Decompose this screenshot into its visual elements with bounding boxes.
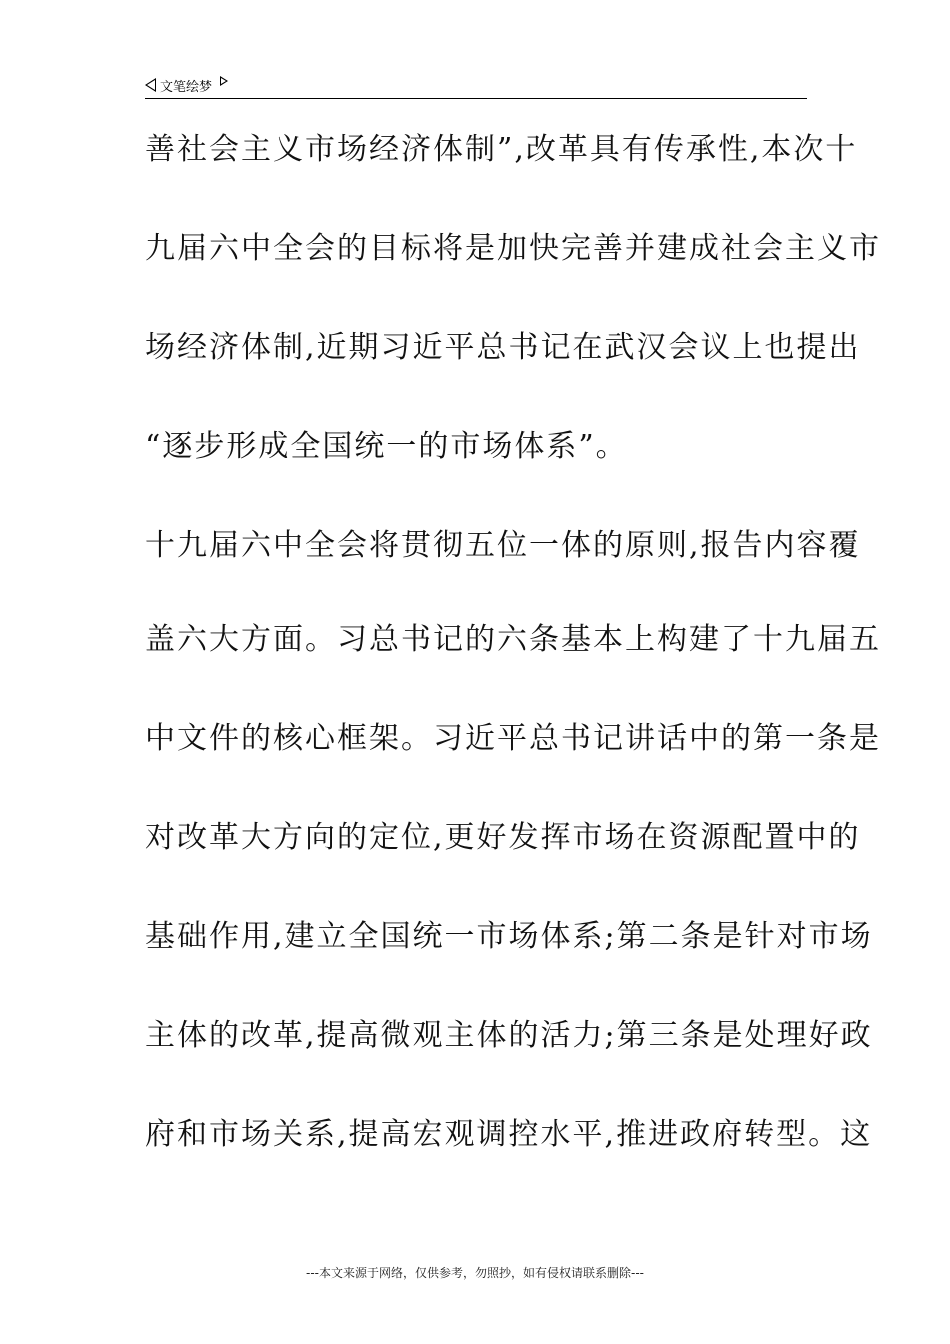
triangle-left-icon [145,78,156,92]
document-body [145,125,881,1209]
footer-disclaimer: ---本文来源于网络，仅供参考，勿照抄，如有侵权请联系删除--- [306,1266,644,1280]
paragraph-1 [145,125,881,521]
text-line: 善社会主义市场经济体制”,改革具有传承性,本次十 [145,132,858,167]
text-line: 九届六中全会的目标将是加快完善并建成社会主义市 [145,231,881,266]
paragraph-2 [145,521,881,1209]
triangle-right-icon [220,76,228,86]
text-line: 中文件的核心框架。习近平总书记讲话中的第一条是 [145,721,881,756]
text-line: 主体的改革,提高微观主体的活力;第三条是处理好政 [145,1018,873,1053]
text-line: “逐步形成全国统一的市场体系”。 [145,429,628,464]
page-header [145,72,807,99]
header-brand: 文笔绘梦 [160,79,213,95]
text-line: 盖六大方面。习总书记的六条基本上构建了十九届五 [145,622,881,657]
text-line: 对改革大方向的定位,更好发挥市场在资源配置中的 [145,820,861,855]
text-line: 十九届六中全会将贯彻五位一体的原则,报告内容覆 [145,528,861,563]
text-line: 场经济体制,近期习近平总书记在武汉会议上也提出 [145,330,861,365]
text-line: 基础作用,建立全国统一市场体系;第二条是针对市场 [145,919,873,954]
text-line: 府和市场关系,提高宏观调控水平,推进政府转型。这 [145,1117,873,1152]
